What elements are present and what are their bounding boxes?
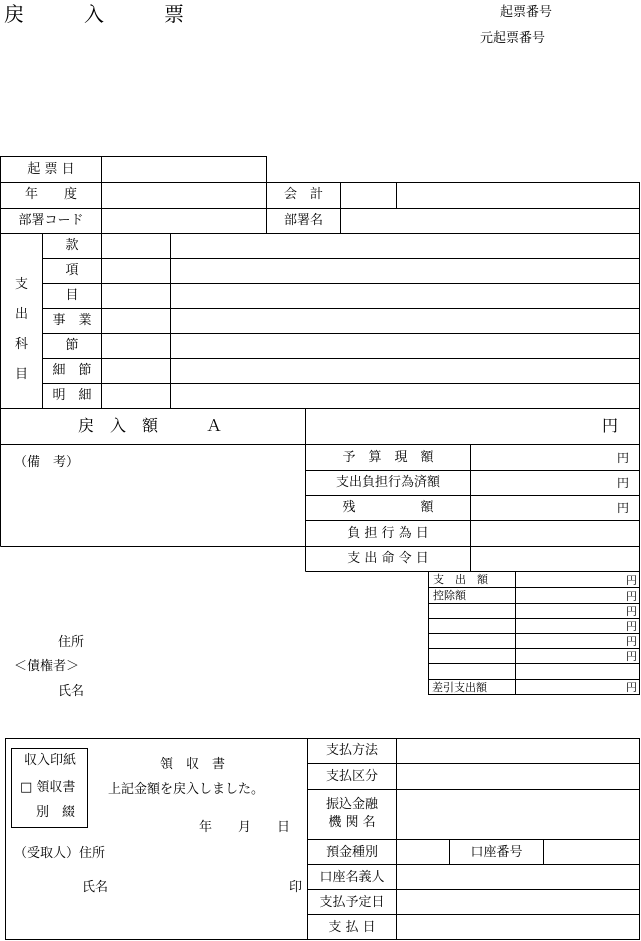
refund-amount-unit: 円: [602, 416, 619, 435]
expense-items-label: 支 出 科 目: [14, 277, 28, 382]
budget-row-unit: 円: [616, 451, 629, 465]
remarks-label: （備 考）: [14, 455, 80, 470]
refund-amount-label: 戻 入 額 Ａ: [78, 416, 223, 435]
account-holder-label: 口座名義人: [319, 870, 385, 885]
deduction-row-unit: 円: [626, 590, 637, 603]
form-title: 戻 入 票: [4, 2, 184, 26]
receipt-check-label: □ 領収書: [20, 780, 76, 795]
item-row-label: 目: [65, 288, 79, 303]
deduction-row-unit: 円: [626, 635, 637, 648]
budget-row-label: 支出負担行為済額: [335, 475, 440, 490]
deposit-type-label: 預金種別: [325, 845, 378, 860]
deduction-row-unit: 円: [626, 620, 637, 633]
item-row-label: 項: [65, 263, 79, 278]
issue-date-label: 起 票 日: [27, 162, 75, 177]
budget-row-unit: 円: [616, 501, 629, 515]
bank-label-2: 機 関 名: [328, 815, 376, 830]
deduction-row-label: 控除額: [433, 589, 466, 602]
voucher-no-label: 起票番号: [500, 5, 553, 20]
item-row-label: 明 細: [52, 388, 92, 403]
revenue-stamp-label: 収入印紙: [24, 753, 77, 768]
separate-binding-label: 別 綴: [36, 805, 76, 820]
budget-row-label: 残 額: [342, 500, 434, 515]
receiver-address-label: （受取人）住所: [14, 846, 106, 861]
receipt-statement: 上記金額を戻入しました。: [108, 782, 265, 797]
receipt-date: 年 月 日: [199, 820, 291, 835]
seal-mark: 印: [289, 880, 303, 895]
account-number-label: 口座番号: [470, 845, 523, 860]
budget-row-label: 支 出 命 令 日: [347, 551, 429, 566]
creditor-label: ＜債権者＞: [14, 659, 80, 674]
dept-code-label: 部署コード: [18, 213, 84, 228]
account-label: 会 計: [283, 187, 323, 202]
orig-voucher-no-label: 元起票番号: [480, 31, 546, 46]
deduction-row-unit: 円: [626, 681, 637, 694]
item-row-label: 細 節: [52, 363, 92, 378]
item-row-label: 款: [65, 238, 79, 253]
deduction-row-label: 差引支出額: [432, 681, 487, 694]
creditor-name-label: 氏名: [58, 684, 85, 699]
receipt-title: 領 収 書: [160, 757, 226, 772]
creditor-address-label: 住所: [58, 635, 85, 650]
payment-date-label: 支 払 日: [328, 920, 376, 935]
dept-name-label: 部署名: [283, 213, 323, 228]
payment-category-label: 支払区分: [325, 769, 378, 784]
item-row-label: 事 業: [52, 313, 92, 328]
fiscal-year-label: 年 度: [24, 187, 77, 202]
budget-row-label: 負 担 行 為 日: [347, 526, 429, 541]
receiver-name-label: 氏名: [82, 880, 109, 895]
bank-label-1: 振込金融: [325, 797, 378, 812]
budget-row-unit: 円: [616, 476, 629, 490]
deduction-row-unit: 円: [626, 605, 637, 618]
deduction-row-unit: 円: [626, 650, 637, 663]
budget-row-label: 予 算 現 額: [342, 450, 434, 465]
deduction-row-unit: 円: [626, 574, 637, 587]
payment-method-label: 支払方法: [325, 743, 378, 758]
deduction-row-label: 支 出 額: [433, 573, 488, 586]
item-row-label: 節: [65, 338, 79, 353]
scheduled-date-label: 支払予定日: [319, 895, 385, 910]
